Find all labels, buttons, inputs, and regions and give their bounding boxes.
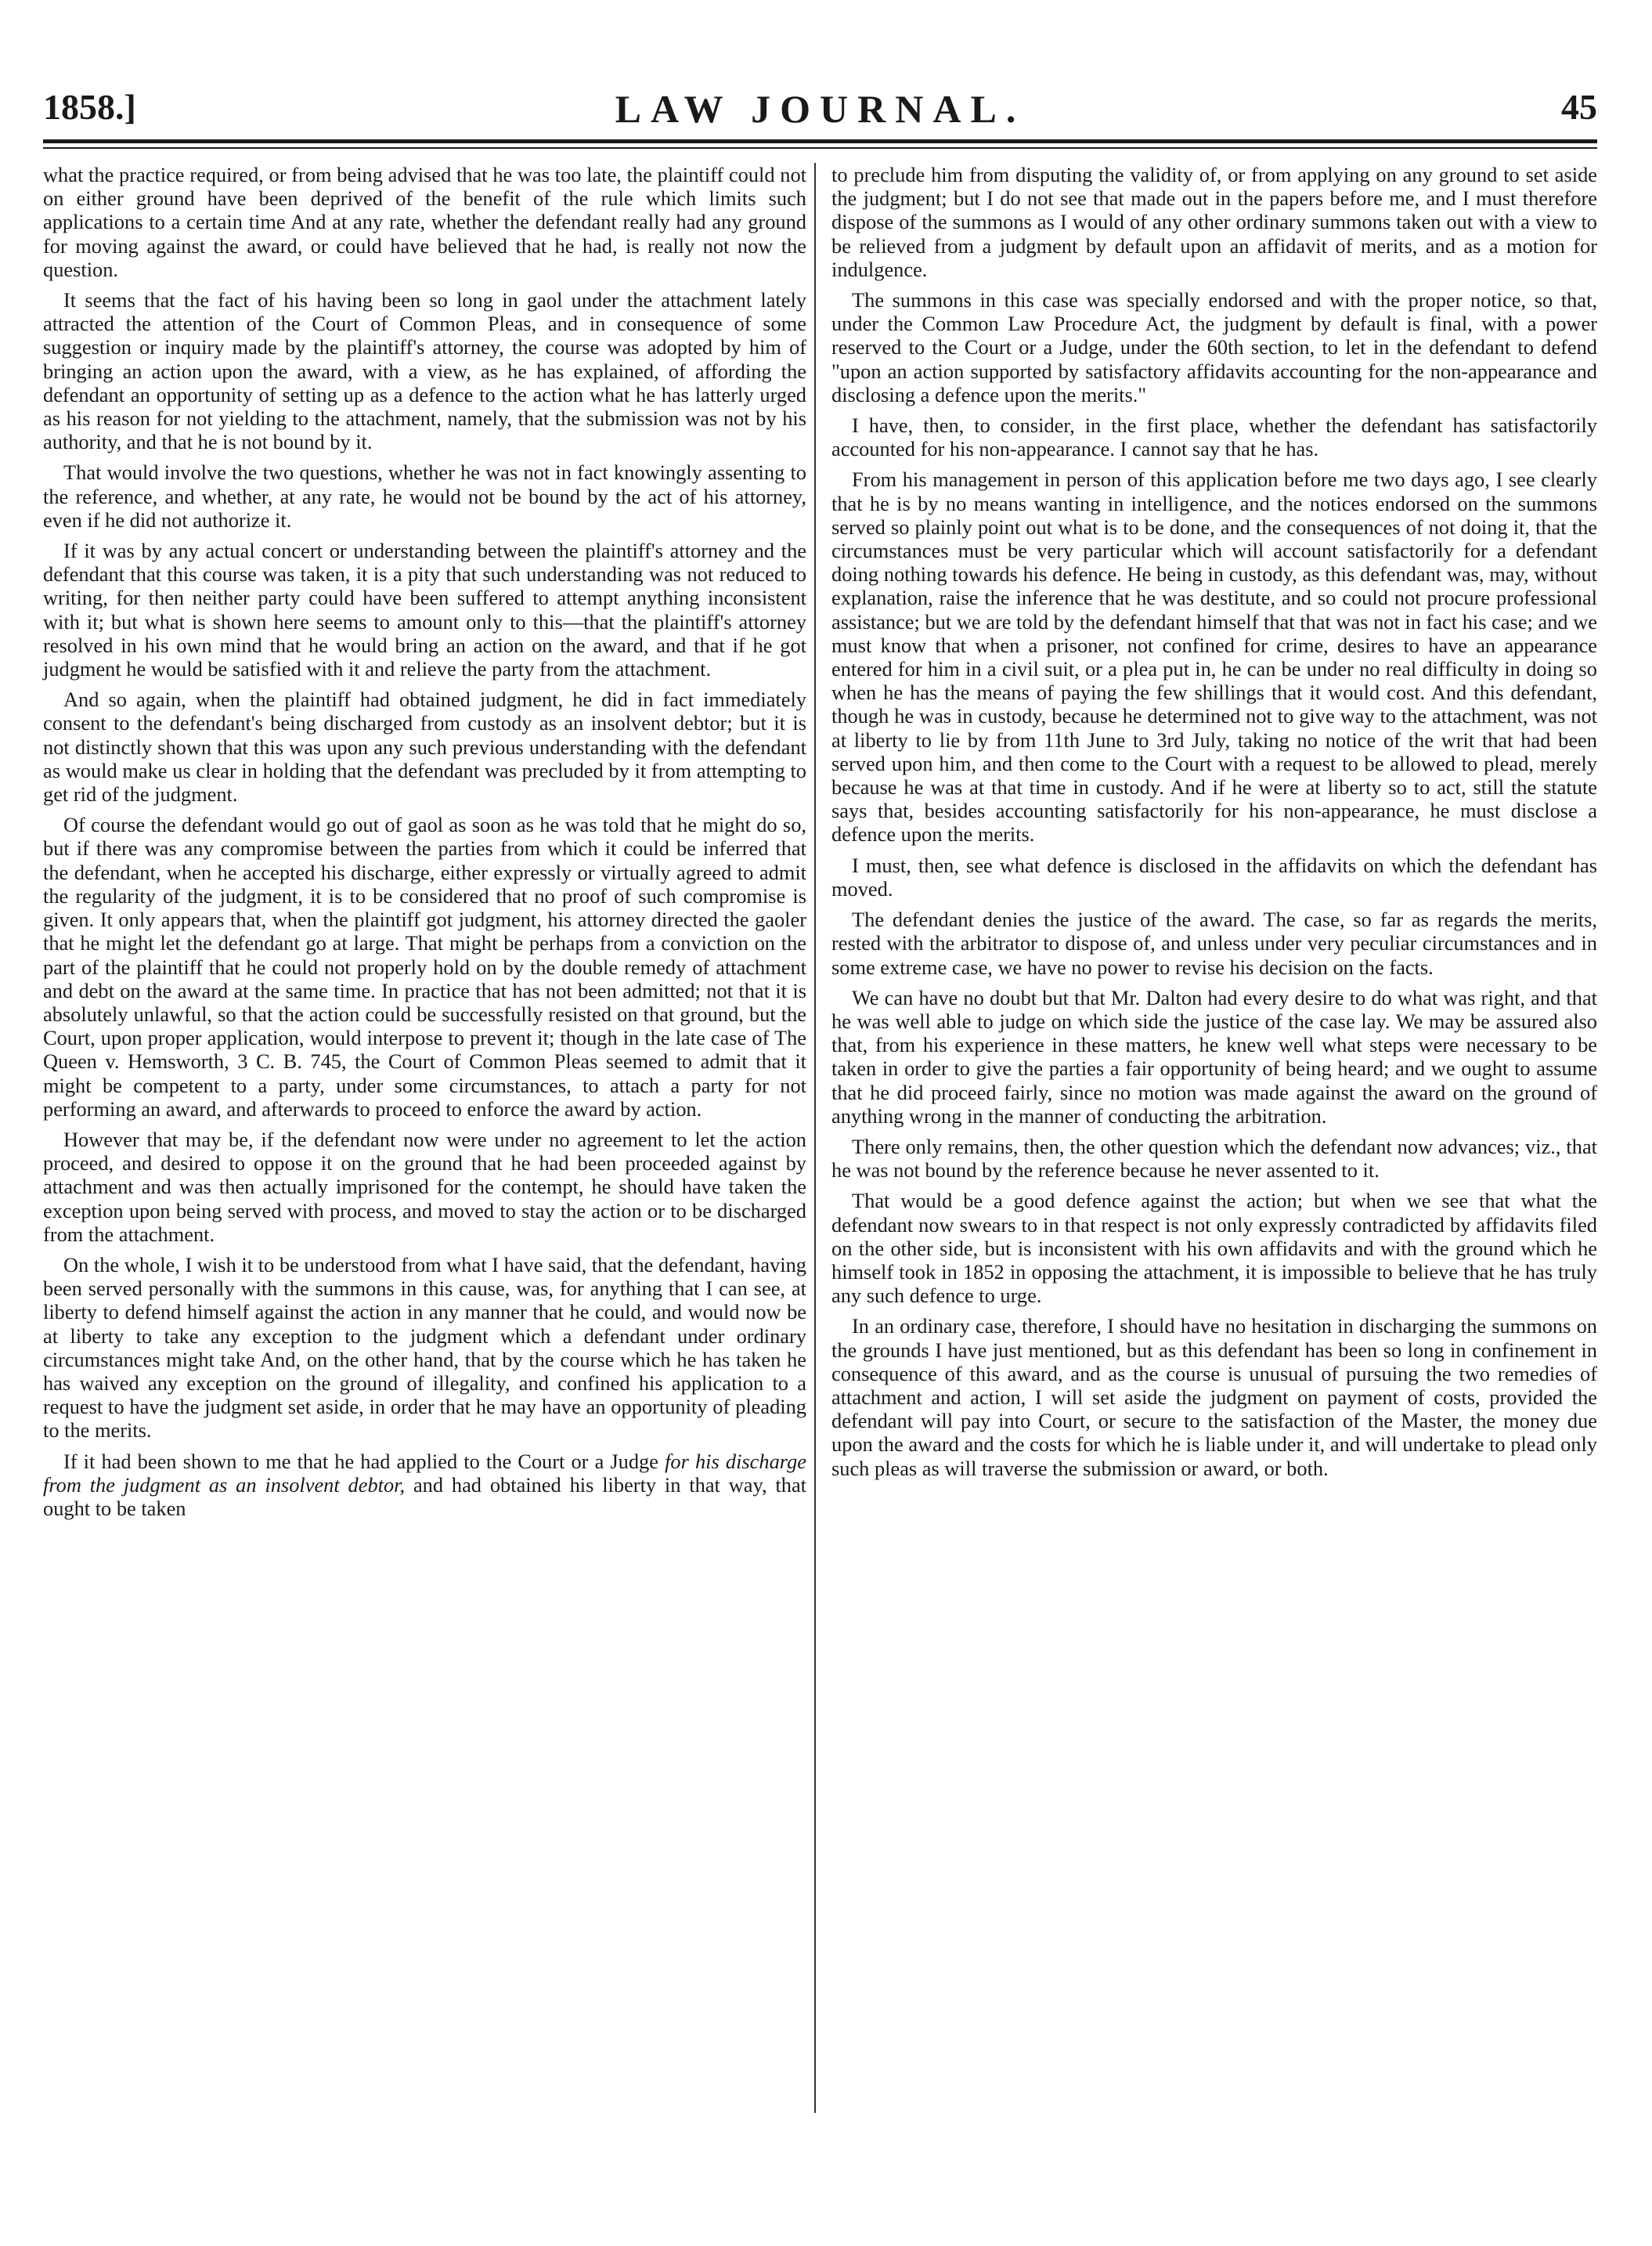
column-divider [814,163,816,2113]
paragraph: The defendant denies the justice of the award. The case, so far as regards the merits, rested with the arbitrator to dispose of, and unless under very peculiar circumstances and in some extreme case, we have no power to revise his decision on the facts. [831,908,1597,979]
paragraph: On the whole, I wish it to be understood from what I have said, that the defendant, having been served personally with the summons in this cause, was, for anything that I can see, at liberty to defend himself against the action in any manner that he could, and would now be at liberty to take any exception to the judgment which a defendant under ordinary circumstances might take And, on the other hand, that by the course which he has taken he has waived any exception on the ground of illegality, and confined his application to a request to have the judgment set aside, in order that he may have an opportunity of pleading to the merits. [43,1252,806,1443]
paragraph: Of course the defendant would go out of gaol as soon as he was told that he might do so, but if there was any compromise between the parties from which it could be inferred that the defendant, when he accepted his discharge, either expressly or virtually agreed to admit the regularity of the judgment, it is to be considered that no proof of such compromise is given. It only appears that, when the plaintiff got judgment, his attorney directed the gaoler that he might let the defendant go at large. That might be perhaps from a conviction on the part of the plaintiff that he could not properly hold on by the double remedy of attachment and debt on the award at the same time. In practice that has not been admitted; not that it is absolutely unlawful, so that the action could be successfully resisted on that ground, but the Court, upon proper application, would interpose to prevent it; though in the late case of The Queen v. Hemsworth, 3 C. B. 745, the Court of Common Pleas seemed to admit that it might be competent to a party, under some circumstances, to attach a party for not performing an award, and afterwards to proceed to enforce the award by action. [43,813,806,1121]
paragraph: what the practice required, or from being advised that he was too late, the plaintiff could not on either ground have been deprived of the benefit of the rule which limits such applications to a certain time And at any rate, whether the defendant really had any ground for moving against the award, or could have believed that he had, is really not now the question. [43,163,806,281]
paragraph: I must, then, see what defence is disclosed in the affidavits on which the defendant has moved. [831,853,1597,901]
paragraph: And so again, when the plaintiff had obtained judgment, he did in fact immediately consent to the defendant's being discharged from custody as an insolvent debtor; but it is not distinctly shown that this was upon any such previous understanding with the defendant as would make us clear in holding that the defendant was precluded by it from attempting to get rid of the judgment. [43,688,806,807]
paragraph: to preclude him from disputing the validity of, or from applying on any ground to set aside the judgment; but I do not see that made out in the papers before me, and I must therefore dispose of the summons as I would of any other ordinary summons taken out with a view to be relieved from a judgment by default upon an affidavit of merits, and as a motion for indulgence. [831,163,1597,281]
paragraph: We can have no doubt but that Mr. Dalton had every desire to do what was right, and that he was well able to judge on which side the justice of the case lay. We may be assured also that, from his experience in these matters, he knew well what steps were necessary to be taken in order to give the parties a fair opportunity of being heard; and we ought to assume that he did proceed fairly, since no motion was made against the award on the ground of anything wrong in the manner of conducting the arbitration. [831,985,1597,1128]
paragraph: In an ordinary case, therefore, I should have no hesitation in discharging the summons on the grounds I have just mentioned, but as this defendant has been so long in confinement in consequence of this award, and as the course is unusual of pursuing the two remedies of attachment and action, I will set aside the judgment on payment of costs, provided the defendant will pay into Court, or secure to the satisfaction of the Master, the money due upon the award and the costs for which he is liable under it, and will undertake to plead only such pleas as will traverse the submission or award, or both. [831,1314,1597,1480]
running-header [43,86,1597,141]
header-rule-thick [43,139,1597,143]
paragraph: There only remains, then, the other question which the defendant now advances; viz., that he was not bound by the reference because he never assented to it. [831,1134,1597,1183]
paragraph: That would be a good defence against the action; but when we see that what the defendant now swears to in that respect is not only expressly contradicted by affidavits filed on the other side, but is inconsistent with his own affidavits and with the ground which he himself took in 1852 in opposing the attachment, it is impossible to believe that he has truly any such defence to urge. [831,1189,1597,1308]
paragraph: However that may be, if the defendant now were under no agreement to let the action proceed, and desired to oppose it on the ground that he had been proceeded against by attachment and was then actually imprisoned for the contempt, he should have taken the exception upon being served with process, and moved to stay the action or to be discharged from the attachment. [43,1127,806,1246]
paragraph: If it was by any actual concert or understanding between the plaintiff's attorney and the defendant that this course was taken, it is a pity that such understanding was not reduced to writing, for then neither party could have been suffered to attempt anything inconsistent with it; but what is shown here seems to amount only to this—that the plaintiff's attorney resolved in his own mind that he would bring an action on the award, and that if he got judgment he would be satisfied with it and relieve the party from the attachment. [43,539,806,681]
paragraph: I have, then, to consider, in the first place, whether the defendant has satisfactorily accounted for his non-appearance. I cannot say that he has. [831,413,1597,461]
paragraph: That would involve the two questions, whether he was not in fact knowingly assenting to the reference, and whether, at any rate, he would not be bound by the act of his attorney, even if he did not authorize it. [43,460,806,532]
paragraph: The summons in this case was specially endorsed and with the proper notice, so that, under the Common Law Procedure Act, the judgment by default is final, with a power reserved to the Court or a Judge, under the 60th section, to let in the defendant to defend "upon an action supported by satisfactory affidavits accounting for the non-appearance and disclosing a defence upon the merits." [831,288,1597,406]
paragraph-last [43,1450,806,1521]
header-page-number: 45 [1561,87,1597,127]
header-title: LAW JOURNAL. [615,87,1026,131]
paragraph: From his management in person of this application before me two days ago, I see clearly that he is by no means wanting in intelligence, and the notices endorsed on the summons served so plainly point out what is to be done, and the consequences of not doing it, that the circumstances must be very particular which will account satisfactorily for a defendant doing nothing towards his defence. He being in custody, as this defendant was, may, without explanation, raise the inference that he was destitute, and so could not procure professional assistance; but we are told by the defendant himself that that was not in fact his case; and we must know that when a prisoner, not confined for crime, desires to have an appearance entered for him in a civil suit, or a plea put in, he can be under no real difficulty in doing so when he has the means of paying the few shillings that it would cost. And this defendant, though he was in custody, because he determined not to give way to the attachment, was not at liberty to lie by from 11th June to 3rd July, taking no notice of the writ that had been served upon him, and then come to the Court with a request to be allowed to plead, merely because he was at that time in custody. And if he were at liberty so to act, still the statute says that, besides accounting satisfactorily for his non-appearance, he must disclose a defence upon the merits. [831,468,1597,847]
text-run: If it had been shown to me that he had applied to the Court or a Judge [63,1449,665,1473]
left-column [43,163,806,1527]
text-run: and had obtained his liberty in that way, that ought to be taken [43,1472,806,1520]
italic-run: for his discharge from the judgment as an insolvent debtor, [43,1449,806,1497]
right-column [831,163,1597,1487]
paragraph: It seems that the fact of his having been so long in gaol under the attachment lately attracted the attention of the Court of Common Pleas, and in consequence of some suggestion or inquiry made by the plaintiff's attorney, the course was adopted by him of bringing an action upon the award, with a view, as he has explained, of affording the defendant an opportunity of setting up as a defence to the action what he has latterly urged as his reason for not yielding to the attachment, namely, that the submission was not by his authority, and that he is not bound by it. [43,288,806,454]
header-rule-thin [43,147,1597,149]
header-year: 1858.] [43,87,136,127]
